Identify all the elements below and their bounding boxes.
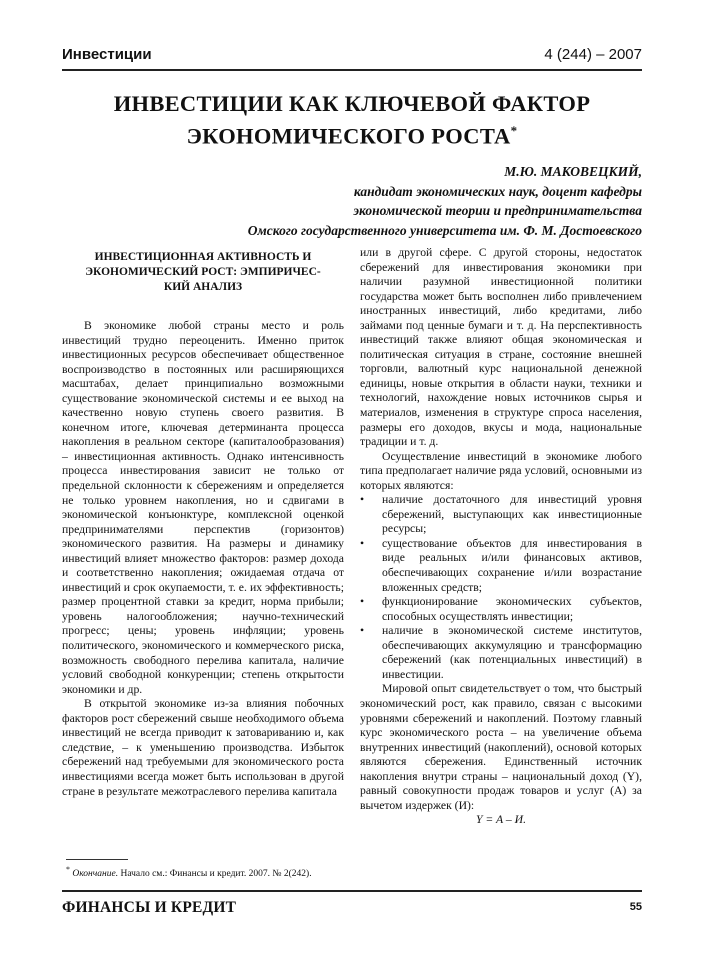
- footnote-divider: [66, 859, 128, 860]
- list-item: • наличие достаточного для инвестиций уровня сбережений, выступающих как инвестиционные ресурсы;: [360, 493, 642, 536]
- article-title: [62, 90, 642, 150]
- paragraph: В экономике любой страны место и роль инвестиций трудно переоценить. Именно приток инвестиционных ресурсов обеспечивает общественное воспроизводство в постоянных или расширяющихся масштабах, делает принципиально возможными существование экономической системы и ее выход на качественно новую ступень своего развития. В конечном итоге, ключевая детерминанта процесса накопления в реальном секторе (капиталообразования) – инвестиционная активность. Однако интенсивность процесса инвестирования зависит не только от предельной склонности к сбережениям и определяется не только уровнем накопления, но и сдвигами в экономической конъюнктуре, комплексной оценкой предпринимателями перспектив (горизонтов) экономического развития. На размеры и динамику инвестиций влияет множество факторов: размер дохода и соответственно накопления; ожидаемая отдача от инвестиций и срок окупаемости, т. е. их эффективность; размер процентной ставки за кредит, норма прибыли; уровень налогообложения; научно-технический прогресс; цены; уровень инфляции; уровень политического, экономического и коммерческого риска, возможность свободного перелива капитала, наличие условий свободной конкуренции; степень открытости экономики и др.: [62, 319, 344, 696]
- formula: Y = A – И.: [476, 813, 526, 827]
- footnote-text: Начало см.: Финансы и кредит. 2007. № 2(242).: [120, 869, 312, 880]
- author-affiliation-1: кандидат экономических наук, доцент кафедры: [353, 183, 642, 199]
- paragraph: В открытой экономике из-за влияния побочных факторов рост сбережений свыше необходимого объема инвестиций не всегда приводит к затовариванию и, как следствие, – к уменьшению производства. Избыток сбережений над требуемыми для экономического роста инвестициями всегда может быть использован в другой стране в результате межотраслевого перелива капитала: [62, 697, 344, 798]
- author-block: [248, 162, 642, 240]
- paragraph: Мировой опыт свидетельствует о том, что быстрый экономический рост, как правило, связан с высокими уровнями сбережений и накоплений. Поэтому главный курс экономического роста – на увеличение объема внутренних инвестиций (накоплений), основой которых являются сбережения. Единственный источник накопления внутри страны – национальный доход (Y), равный совокупности продаж товаров и услуг (A) за вычетом издержек (И):: [360, 682, 642, 812]
- right-column: [360, 246, 642, 828]
- title-line-1: ИНВЕСТИЦИИ КАК КЛЮЧЕВОЙ ФАКТОР: [113, 91, 591, 116]
- running-header-issue: 4 (244) – 2007: [544, 46, 642, 63]
- footer-divider: [62, 890, 642, 892]
- footnote-mark: *: [66, 865, 70, 874]
- footnote: [66, 864, 312, 880]
- paragraph: или в другой сфере. С другой стороны, недостаток сбережений для инвестирования экономики при наличии разумной инвестиционной политики государства может быть восполнен либо привлечением иностранных инвестиций, либо кредитами, либо займами под ценные бумаги и т. д. На перспективность инвестиций также влияют общая экономическая и политическая ситуация в стране, состояние внешней торговли, валютный курс национальной денежной единицы, новые открытия в области науки, техники и технологий, нахождение новых источников сырья и материалов, изменения в структуре спроса населения, размеры его доходов, вкусы и мода, национальные традиции и т. д.: [360, 246, 642, 449]
- author-name: М.Ю. МАКОВЕЦКИЙ,: [504, 164, 642, 179]
- list-item: • функционирование экономических субъектов, способных осуществлять инвестиции;: [360, 595, 642, 623]
- author-affiliation-3: Омского государственного университета им. Ф. М. Достоевского: [247, 222, 642, 238]
- author-affiliation-2: экономической теории и предпринимательства: [353, 203, 642, 218]
- bullet-icon: •: [360, 624, 365, 638]
- paragraph: Осуществление инвестиций в экономике любого типа предполагает наличие ряда условий, основными из которых являются:: [360, 449, 642, 492]
- journal-name: ФИНАНСЫ И КРЕДИТ: [62, 899, 237, 916]
- list-item: • существование объектов для инвестирования в виде реальных и/или финансовых активов, обеспечивающих сохранение и/или возрастание вложенных средств;: [360, 536, 642, 594]
- title-footnote-mark: *: [510, 123, 518, 138]
- list-item: • наличие в экономической системе институтов, обеспечивающих аккумуляцию и трансформацию сбережений (как потенциальных инвестиций) в инвестиции.: [360, 624, 642, 681]
- page-number: 55: [629, 901, 642, 913]
- bullet-icon: •: [360, 536, 365, 550]
- bullet-icon: •: [360, 493, 365, 507]
- bullet-icon: •: [360, 595, 365, 609]
- running-header-section: Инвестиции: [62, 46, 152, 63]
- footnote-label: Окончание.: [72, 869, 119, 880]
- header-divider: [62, 69, 642, 71]
- left-column: [62, 319, 344, 799]
- conditions-list: [360, 493, 642, 682]
- section-heading: ИНВЕСТИЦИОННАЯ АКТИВНОСТЬ И ЭКОНОМИЧЕСКИЙ РОСТ: ЭМПИРИЧЕС- КИЙ АНАЛИЗ: [85, 251, 321, 293]
- title-line-2: ЭКОНОМИЧЕСКОГО РОСТА: [186, 123, 511, 149]
